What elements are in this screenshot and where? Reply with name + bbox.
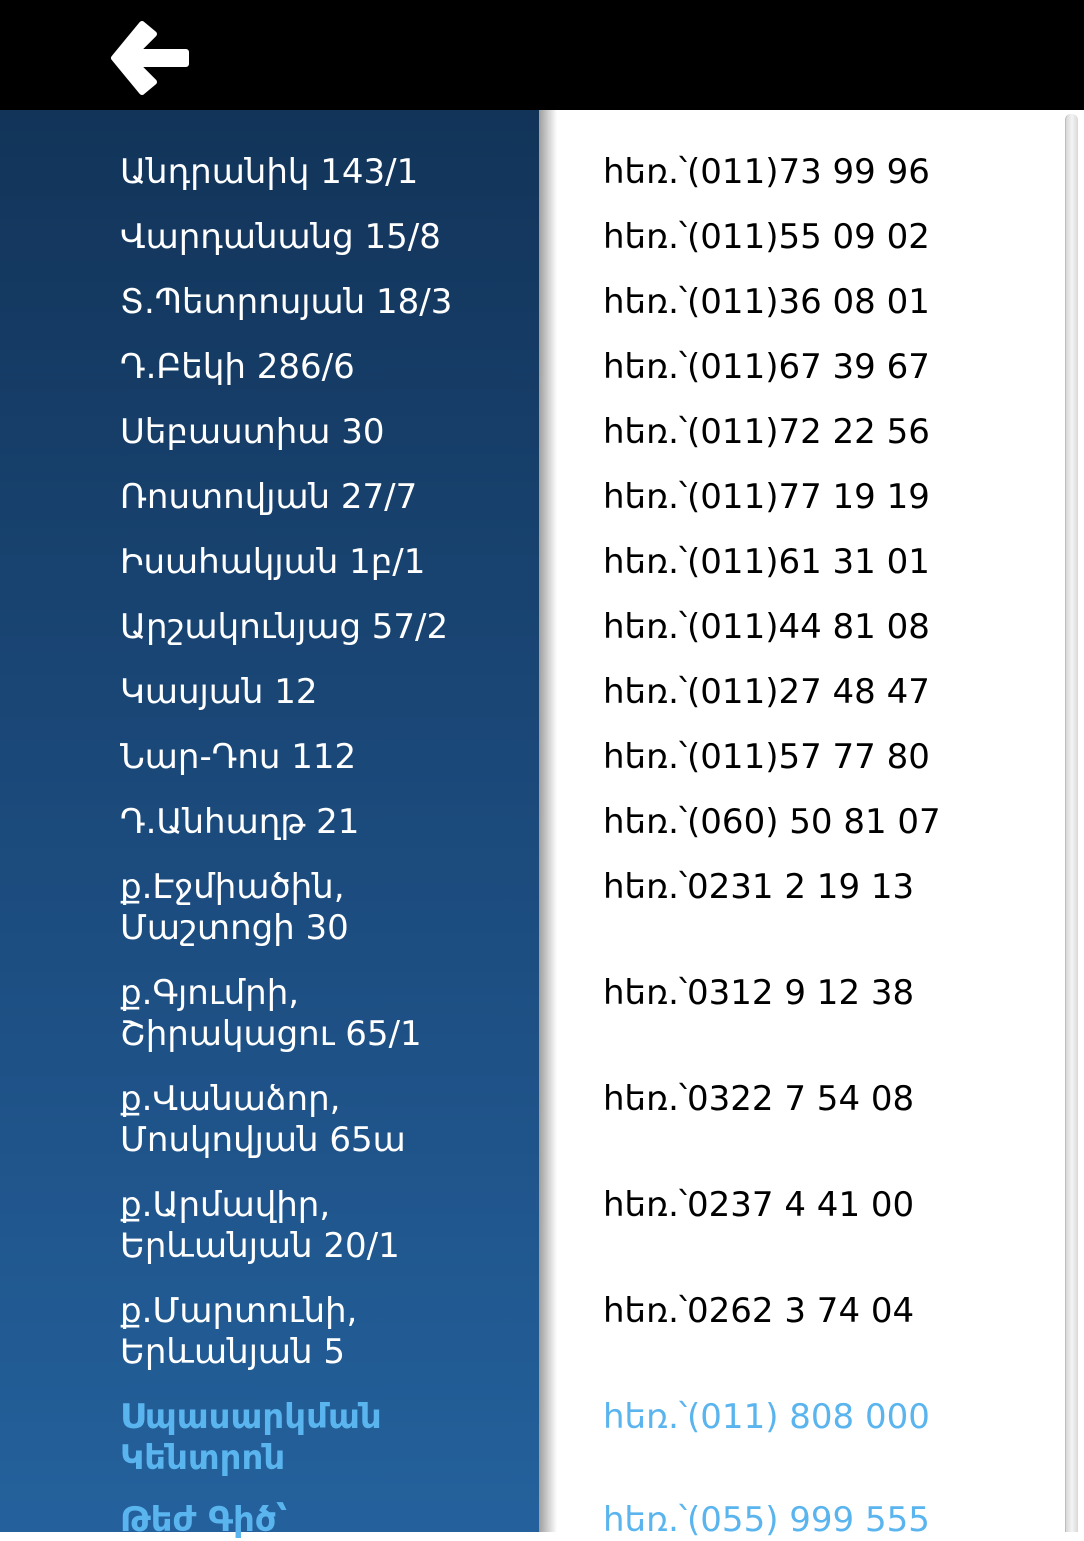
branch-address: Վարդանանց 15/8 [120,217,441,257]
branch-phone[interactable]: հեռ.՝0312 9 12 38 [603,973,915,1013]
branch-phone[interactable]: հեռ.՝(011)44 81 08 [603,607,930,647]
branch-phone[interactable]: հեռ.՝0262 3 74 04 [603,1291,915,1331]
branch-address: Իսահակյան 1բ/1 [120,542,426,582]
branch-address: Ռոստովյան 27/7 [120,477,418,517]
hotline-phone[interactable]: հեռ.՝(055) 999 555 [603,1500,930,1540]
branch-address: Սեբաստիա 30 [120,412,385,452]
branch-phone[interactable]: հեռ.՝0322 7 54 08 [603,1079,915,1119]
branch-phone[interactable]: հեռ.՝(011)36 08 01 [603,282,930,322]
branch-address: ք.Գյումրի, Շիրակացու 65/1 [120,973,422,1054]
arrow-left-icon [108,18,192,98]
branch-address: ք.Մարտունի, Երևանյան 5 [120,1291,358,1372]
branch-phone[interactable]: հեռ.՝(011)77 19 19 [603,477,930,517]
branch-phone[interactable]: հեռ.՝(011)72 22 56 [603,412,930,452]
branch-address: ք.Վանաձոր, Մոսկովյան 65ա [120,1079,406,1160]
branch-phone[interactable]: հեռ.՝(011)55 09 02 [603,217,930,257]
branch-address: Անդրանիկ 143/1 [120,152,419,192]
branch-phone[interactable]: հեռ.՝(011)27 48 47 [603,672,930,712]
branch-address: ք.Էջմիածին, Մաշտոցի 30 [120,867,349,948]
hotline-label: Թեժ Գիծ՝ [120,1500,288,1540]
branch-address: ք.Արմավիր, Երևանյան 20/1 [120,1185,400,1266]
branch-phone[interactable]: հեռ.՝(060) 50 81 07 [603,802,941,842]
branch-phone[interactable]: հեռ.՝(011)67 39 67 [603,347,930,387]
branch-phone[interactable]: հեռ.՝0231 2 19 13 [603,867,915,907]
branch-address: Դ.Բեկի 286/6 [120,347,355,387]
branch-phone[interactable]: հեռ.՝(011)73 99 96 [603,152,930,192]
branch-phone[interactable]: հեռ.՝(011)61 31 01 [603,542,930,582]
service-center-label: Սպասարկման Կենտրոն [120,1397,382,1478]
branch-address: Դ.Անհաղթ 21 [120,802,360,842]
branch-address: Նար-Դոս 112 [120,737,357,777]
back-button[interactable] [108,18,192,98]
branch-address: Տ.Պետրոսյան 18/3 [120,282,453,322]
scrollbar[interactable] [1065,114,1078,1532]
top-bar [0,0,1084,110]
branch-phone[interactable]: հեռ.՝0237 4 41 00 [603,1185,915,1225]
branch-address: Արշակունյաց 57/2 [120,607,449,647]
branch-phone[interactable]: հեռ.՝(011)57 77 80 [603,737,930,777]
branch-address: Կասյան 12 [120,672,318,712]
service-center-phone[interactable]: հեռ.՝(011) 808 000 [603,1397,930,1437]
